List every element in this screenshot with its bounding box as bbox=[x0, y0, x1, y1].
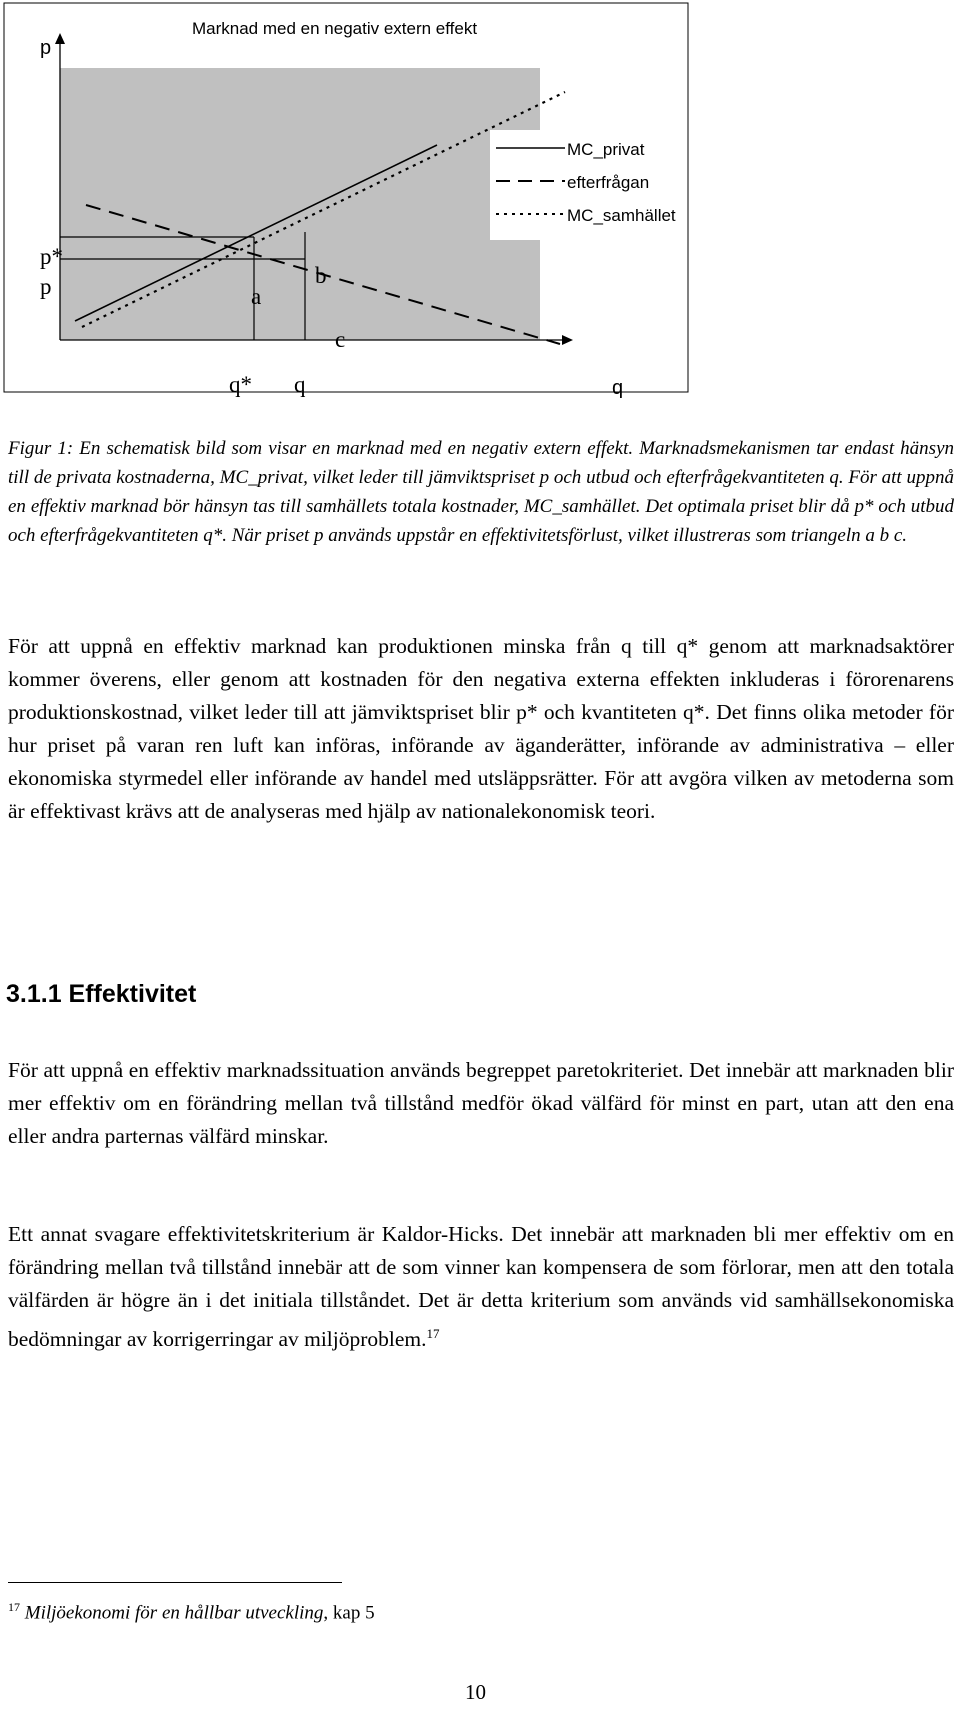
paragraph-3 bbox=[8, 1218, 954, 1356]
figure-caption: Figur 1: En schematisk bild som visar en marknad med en negativ extern effekt. Marknadsmekanismen tar endast hänsyn till de privata kostnaderna, MC_privat, vilket leder till jämviktspriset p och utbud och efterfrågekvantiteten q. För att uppnå en effektiv marknad bör hänsyn tas till samhällets totala kostnader, MC_samhället. Det optimala priset blir då p* och utbud och efterfrågekvantiteten q*. När priset p används uppstår en effektivitetsförlust, vilket illustreras som triangeln a b c. bbox=[8, 438, 954, 546]
point-c-label: c bbox=[335, 327, 346, 352]
plot-area bbox=[60, 68, 540, 340]
legend-label-mc-privat: MC_privat bbox=[567, 140, 645, 159]
p-star-label: p* bbox=[40, 244, 63, 269]
p-label: p bbox=[40, 274, 52, 299]
q-label: q bbox=[294, 372, 306, 397]
point-b-label: b bbox=[315, 263, 327, 288]
legend-label-mc-samhallet: MC_samhället bbox=[567, 206, 676, 225]
paragraph-1: För att uppnå en effektiv marknad kan produktionen minska från q till q* genom att marknadsaktörer kommer överens, eller genom att kostnaden för den negativa externa effekten inkluderas i förorenarens produktionskostnad, vilket leder till att jämviktspriset blir p* och kvantiteten q*. Det finns olika metoder för hur priset på varan ren luft kan införas, införande av äganderätter, införande av administrativa – eller ekonomiska styrmedel eller införande av handel med utsläppsrätter. För att avgöra vilken av metoderna som är effektivast krävs att de analyseras med hjälp av nationalekonomisk teori. bbox=[8, 634, 954, 823]
point-a-label: a bbox=[251, 284, 262, 309]
paragraph-2: För att uppnå en effektiv marknadssituation används begreppet paretokriteriet. Det innebär att marknaden blir mer effektiv om en förändring mellan två tillstånd medför ökad välfärd för minst en part, utan att den ena eller andra parternas välfärd minskar. bbox=[8, 1058, 954, 1148]
q-star-label: q* bbox=[229, 372, 252, 397]
footnote-rest: , kap 5 bbox=[323, 1602, 375, 1624]
section-heading: 3.1.1 Effektivitet bbox=[6, 980, 197, 1008]
footnote-divider bbox=[8, 1582, 342, 1583]
page-number: 10 bbox=[465, 1680, 486, 1704]
footnote bbox=[8, 1600, 375, 1624]
market-figure bbox=[0, 0, 960, 460]
x-axis-arrow bbox=[562, 335, 573, 345]
paragraph-3-text: Ett annat svagare effektivitetskriterium är Kaldor-Hicks. Det innebär att marknaden bli mer effektiv om en förändring mellan två tillstånd innebär att de som vinner kan kompensera de som förlorar, men att den totala välfärden är högre än i det initiala tillståndet. Det är detta kriterium som används vid samhällsekonomiska bedömningar av korrigerringar av miljöproblem. bbox=[8, 1222, 954, 1352]
footnote-reference: 17 bbox=[426, 1326, 440, 1341]
legend-label-efterfragan: efterfrågan bbox=[567, 173, 650, 192]
y-axis-label: p bbox=[40, 37, 52, 59]
footnote-number: 17 bbox=[8, 1600, 20, 1614]
y-axis-arrow bbox=[55, 33, 65, 44]
x-axis-label: q bbox=[612, 377, 624, 399]
figure-title: Marknad med en negativ extern effekt bbox=[192, 19, 478, 38]
footnote-title: Miljöekonomi för en hållbar utveckling bbox=[24, 1602, 324, 1624]
